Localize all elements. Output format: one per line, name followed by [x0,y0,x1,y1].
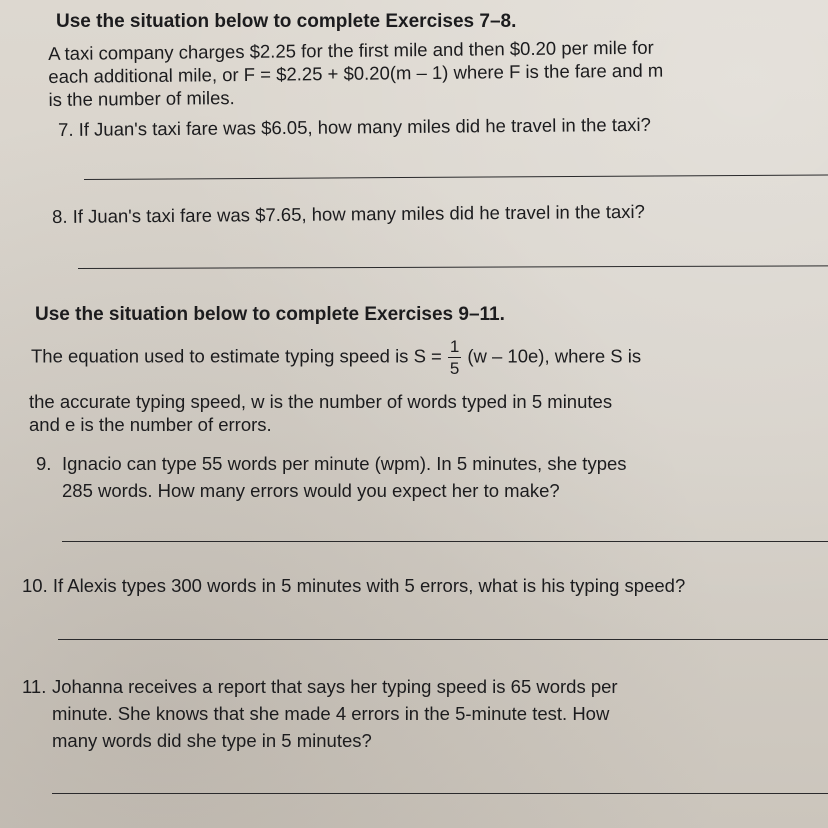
question-7 [58,111,651,143]
question-number: 7. [58,118,74,140]
question-10 [22,572,685,599]
fraction-numerator: 1 [449,337,460,356]
question-text-line: minute. She knows that she made 4 errors in the 5-minute test. How [52,703,610,724]
typing-speed-equation [31,338,641,377]
paragraph-line: each additional mile, or F = $2.25 + $0.20(m – 1) where F is the fare and m [48,59,664,87]
question-text: If Juan's taxi fare was $7.65, how many miles did he travel in the taxi? [72,200,645,227]
answer-line-8[interactable] [78,265,828,269]
question-8 [52,198,645,230]
question-text-line: many words did she type in 5 minutes? [52,730,372,751]
paragraph-line: and e is the number of errors. [29,414,272,435]
equation-rest: (w – 10e), where S is [467,345,642,367]
paragraph-line: is the number of miles. [48,87,235,110]
answer-line-7[interactable] [84,174,828,180]
answer-line-10[interactable] [58,639,828,640]
question-number: 8. [52,205,68,227]
question-number: 9. [36,453,52,474]
question-text-line: 285 words. How many errors would you expect her to make? [62,480,560,501]
paragraph-line: the accurate typing speed, w is the number of words typed in 5 minutes [29,391,613,412]
one-fifth-fraction [448,338,461,377]
question-text-line: Johanna receives a report that says her typing speed is 65 words per [52,676,618,697]
question-9 [36,450,627,504]
typing-situation-paragraph [29,390,612,436]
section-heading-7-8: Use the situation below to complete Exercises 7–8. [56,11,517,32]
fraction-denominator: 5 [449,359,460,378]
answer-line-9[interactable] [62,541,828,542]
question-number: 11. [22,676,47,697]
equation-intro: The equation used to estimate typing speed is S = [31,345,442,367]
paragraph-line: A taxi company charges $2.25 for the first mile and then $0.20 per mile for [48,36,654,64]
answer-line-11[interactable] [52,793,828,794]
question-11 [22,673,618,754]
question-text: If Juan's taxi fare was $6.05, how many miles did he travel in the taxi? [78,113,651,140]
taxi-situation-paragraph [48,36,664,111]
section-heading-9-11: Use the situation below to complete Exercises 9–11. [35,304,505,325]
question-text: If Alexis types 300 words in 5 minutes with 5 errors, what is his typing speed? [52,575,686,596]
question-number: 10. [22,575,48,596]
question-text-line: Ignacio can type 55 words per minute (wpm). In 5 minutes, she types [62,453,627,474]
